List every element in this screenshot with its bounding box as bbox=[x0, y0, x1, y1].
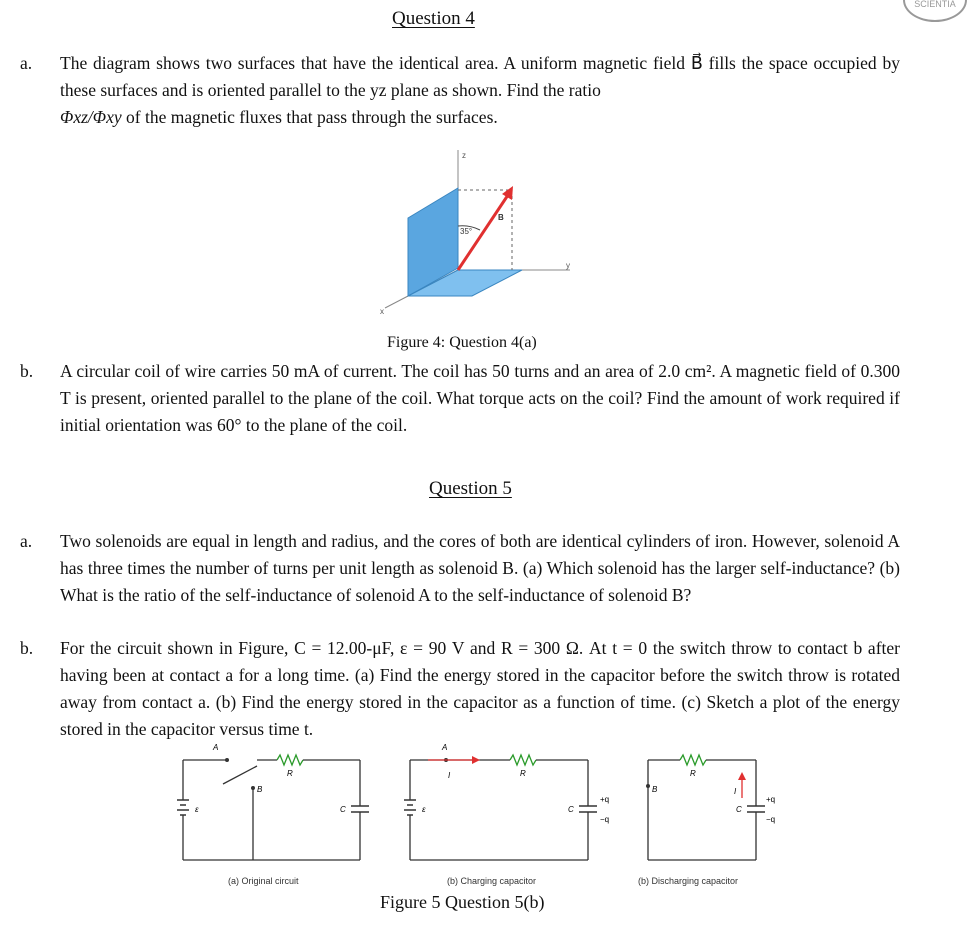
b-field-label: B bbox=[498, 213, 504, 222]
circuit-discharging-caption: (b) Discharging capacitor bbox=[638, 876, 739, 886]
question-5b-text: For the circuit shown in Figure, C = 12.00-μF, ε = 90 V and R = 300 Ω. At t = 0 the switch throw to contact b after having been at contact a for a long time. (a) Find the energy stored in the capacitor before the switch throw is rotated away from contact a. (b) Find the energy stored in the capacitor as a function of time. (c) Sketch a plot of the energy stored in the capacitor versus time t. bbox=[60, 638, 900, 739]
question-5-title: Question 5 bbox=[429, 478, 512, 499]
question-4a bbox=[20, 50, 900, 131]
label-c: C bbox=[736, 805, 742, 814]
label-c: C bbox=[340, 805, 346, 814]
circuit-charging bbox=[398, 740, 623, 870]
flux-ratio: Φxz/Φxy bbox=[60, 107, 122, 127]
question-5a-label: a. bbox=[20, 531, 33, 551]
question-4a-text-end: of the magnetic fluxes that pass through the surfaces. bbox=[126, 107, 498, 127]
label-r: R bbox=[287, 769, 293, 778]
circuit-original bbox=[165, 740, 380, 870]
label-emf: ε bbox=[422, 805, 426, 814]
circuit-charging-caption: (b) Charging capacitor bbox=[447, 876, 537, 886]
question-5a-text: Two solenoids are equal in length and radius, and the cores of both are identical cylinders of iron. However, solenoid A has three times the number of turns per unit length as solenoid B. (a) Which solenoid has the larger self-inductance? (b) What is the ratio of the self-inductance of solenoid A to the self-inductance of solenoid B? bbox=[60, 531, 900, 605]
question-4b-text: A circular coil of wire carries 50 mA of current. The coil has 50 turns and an area of 2.0 cm². A magnetic field of 0.300 T is present, oriented parallel to the plane of the coil. What torque acts on the coil? Find the amount of work required if initial orientation was 60° to the plane of the coil. bbox=[60, 361, 900, 435]
resistor bbox=[277, 755, 303, 765]
corner-seal-text: SCIENTIA bbox=[914, 0, 956, 9]
label-b: B bbox=[652, 785, 658, 794]
current-arrowhead bbox=[738, 772, 746, 780]
current-arrowhead bbox=[472, 756, 480, 764]
figure-4-diagram bbox=[370, 148, 590, 328]
label-minus-q: −q bbox=[600, 815, 610, 824]
angle-label: 35° bbox=[460, 227, 473, 236]
resistor bbox=[680, 755, 706, 765]
label-r: R bbox=[690, 769, 696, 778]
question-4a-label: a. bbox=[20, 53, 33, 73]
question-4a-text: The diagram shows two surfaces that have the identical area. A uniform magnetic field B⃗ fills the space occupied by these surfaces and is oriented parallel to the yz plane as shown. Find the ratio bbox=[60, 53, 900, 100]
question-5b bbox=[20, 635, 900, 743]
label-plus-q: +q bbox=[766, 795, 776, 804]
label-a: A bbox=[442, 743, 448, 752]
label-i: I bbox=[448, 771, 451, 780]
label-a: A bbox=[213, 743, 219, 752]
label-emf: ε bbox=[195, 805, 199, 814]
corner-seal bbox=[903, 0, 967, 22]
switch-lever bbox=[223, 766, 257, 784]
label-minus-q: −q bbox=[766, 815, 776, 824]
question-4-title: Question 4 bbox=[392, 8, 475, 29]
question-4b-label: b. bbox=[20, 361, 34, 381]
resistor bbox=[510, 755, 536, 765]
contact-a bbox=[225, 758, 229, 762]
x-axis-label: x bbox=[380, 307, 384, 316]
question-5a bbox=[20, 528, 900, 609]
label-plus-q: +q bbox=[600, 795, 610, 804]
circuit-original-caption: (a) Original circuit bbox=[228, 876, 299, 886]
z-axis-label: z bbox=[462, 151, 466, 160]
figure-4-caption: Figure 4: Question 4(a) bbox=[387, 334, 537, 351]
question-5b-label: b. bbox=[20, 638, 34, 658]
label-b: B bbox=[257, 785, 263, 794]
label-i: I bbox=[734, 787, 737, 796]
y-axis-label: y bbox=[566, 261, 570, 270]
label-r: R bbox=[520, 769, 526, 778]
label-c: C bbox=[568, 805, 574, 814]
question-4b bbox=[20, 358, 900, 439]
circuit-discharging bbox=[638, 740, 788, 870]
figure-5-caption: Figure 5 Question 5(b) bbox=[380, 892, 545, 912]
